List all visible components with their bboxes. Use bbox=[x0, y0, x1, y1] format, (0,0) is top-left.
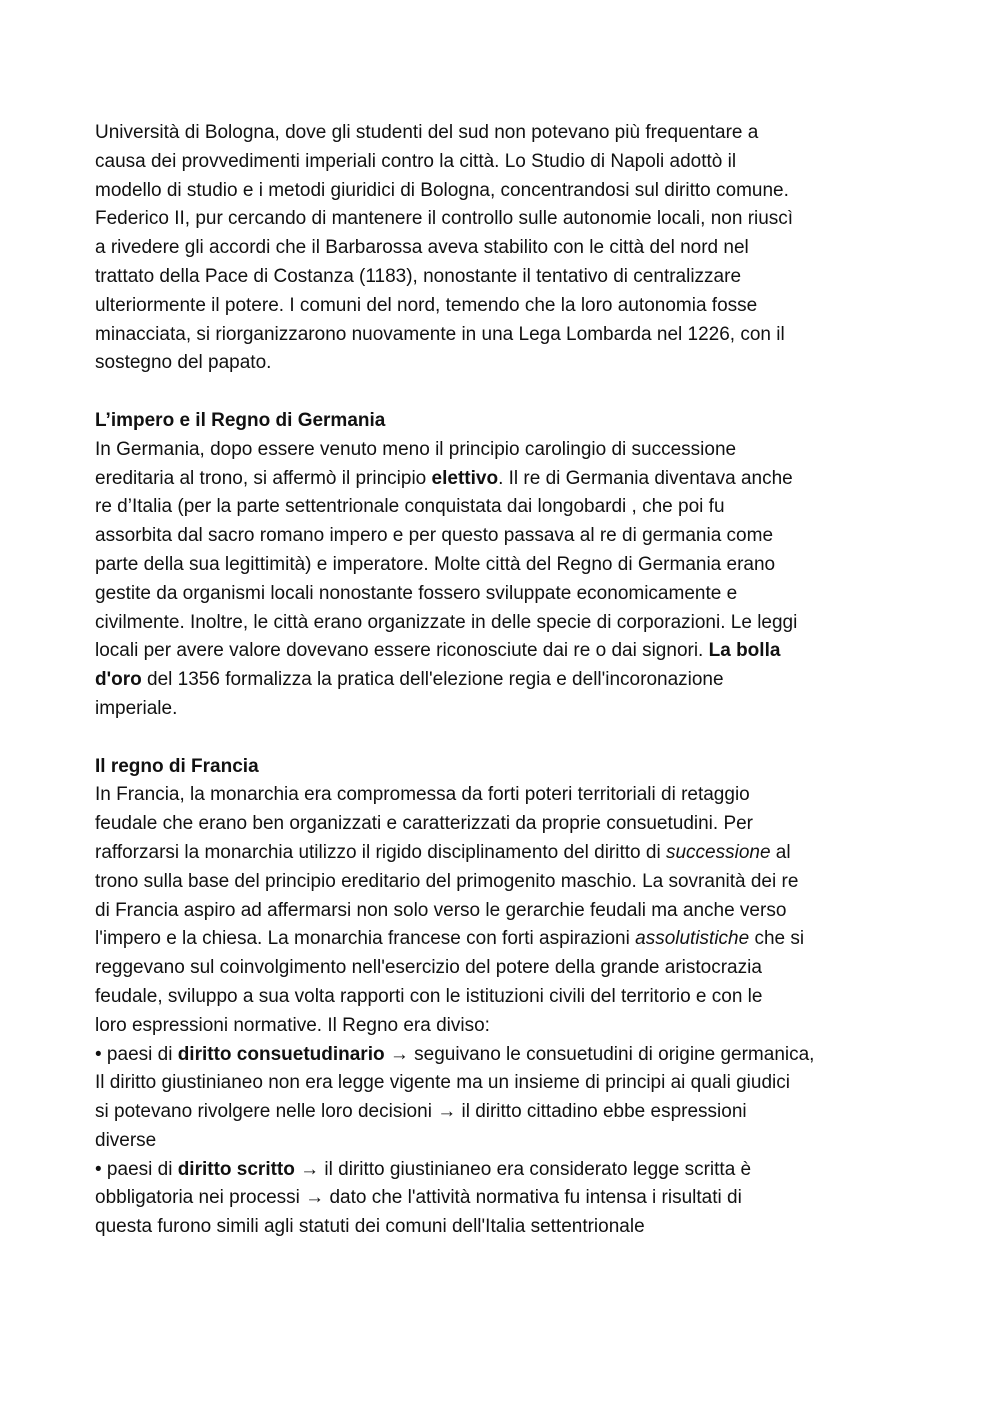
text-line: feudale che erano ben organizzati e caratterizzati da proprie consuetudini. Per bbox=[95, 813, 754, 835]
text-line: trattato della Pace di Costanza (1183), nonostante il tentativo di centralizzare bbox=[95, 265, 742, 287]
paragraph-bologna bbox=[95, 119, 925, 378]
text-line: questa furono simili agli statuti dei comuni dell'Italia settentrionale bbox=[95, 1216, 645, 1238]
text-line: loro espressioni normative. Il Regno era diviso: bbox=[95, 1014, 490, 1036]
document-page bbox=[95, 119, 925, 1242]
text-line: assorbita dal sacro romano impero e per questo passava al re di germania come bbox=[95, 525, 774, 547]
text-line bbox=[95, 925, 925, 954]
text-line: parte della sua legittimità) e imperatore. Molte città del Regno di Germania erano bbox=[95, 553, 776, 575]
text-line bbox=[95, 666, 925, 695]
text-line: Università di Bologna, dove gli studenti del sud non potevano più frequentare a bbox=[95, 122, 759, 143]
text-line: diverse bbox=[95, 1129, 157, 1151]
text-run: . Il re di Germania diventava anche bbox=[498, 467, 793, 489]
italic-term-assolutistiche: assolutistiche bbox=[635, 928, 750, 950]
text-line: gestite da organismi locali nonostante fossero sviluppate economicamente e bbox=[95, 582, 738, 604]
italic-term-successione: successione bbox=[665, 841, 771, 863]
text-line: In Germania, dopo essere venuto meno il principio carolingio di successione bbox=[95, 438, 737, 460]
text-line: modello di studio e i metodi giuridici di Bologna, concentrandosi sul diritto comune. bbox=[95, 179, 789, 201]
bullet-item-scritto bbox=[95, 1156, 925, 1242]
text-line: causa dei provvedimenti imperiali contro la città. Lo Studio di Napoli adottò il bbox=[95, 150, 737, 172]
text-run: al bbox=[770, 841, 791, 863]
bold-term-bolla: La bolla bbox=[708, 640, 781, 662]
bullet-prefix: • paesi di bbox=[95, 1158, 178, 1180]
text-line: trono sulla base del principio ereditario del primogenito maschio. La sovranità dei re bbox=[95, 870, 799, 892]
bold-term-consuetudinario: diritto consuetudinario bbox=[177, 1043, 385, 1065]
text-line: di Francia aspiro ad affermarsi non solo verso le gerarchie feudali ma anche verso bbox=[95, 899, 787, 921]
bold-term-doro: d'oro bbox=[95, 669, 142, 691]
text-line: reggevano sul coinvolgimento nell'esercizio del potere della grande aristocrazia bbox=[95, 957, 762, 979]
text-line: re d’Italia (per la parte settentrionale conquistata dai longobardi , che poi fu bbox=[95, 496, 725, 518]
text-run: → seguivano le consuetudini di origine germanica, bbox=[384, 1043, 815, 1065]
text-line: ulteriormente il potere. I comuni del nord, temendo che la loro autonomia fosse bbox=[95, 294, 758, 316]
bullet-prefix: • paesi di bbox=[95, 1043, 178, 1065]
text-line: a rivedere gli accordi che il Barbarossa aveva stabilito con le città del nord nel bbox=[95, 237, 749, 259]
text-line bbox=[95, 637, 925, 666]
text-run: ereditaria al trono, si affermò il principio bbox=[95, 467, 432, 489]
section-heading-germania: L’impero e il Regno di Germania bbox=[95, 409, 386, 431]
section-francia bbox=[95, 753, 925, 1243]
text-run: l'impero e la chiesa. La monarchia francese con forti aspirazioni bbox=[95, 928, 636, 950]
text-line: sostegno del papato. bbox=[95, 352, 272, 374]
text-run: locali per avere valore dovevano essere riconosciute dai re o dai signori. bbox=[95, 640, 709, 662]
text-line bbox=[95, 465, 925, 494]
text-line: feudale, sviluppo a sua volta rapporti con le istituzioni civili del territorio e con le bbox=[95, 985, 763, 1007]
text-line: civilmente. Inoltre, le città erano organizzate in delle specie di corporazioni. Le leggi bbox=[95, 611, 798, 633]
text-line: In Francia, la monarchia era compromessa da forti poteri territoriali di retaggio bbox=[95, 784, 750, 806]
text-run: che si bbox=[749, 928, 805, 950]
blank-line bbox=[95, 378, 925, 407]
text-run: del 1356 formalizza la pratica dell'elezione regia e dell'incoronazione bbox=[141, 669, 724, 691]
text-line: Il diritto giustinianeo non era legge vigente ma un insieme di principi ai quali giudici bbox=[95, 1072, 790, 1094]
section-germania bbox=[95, 407, 925, 724]
text-line: imperiale. bbox=[95, 697, 178, 719]
text-run: rafforzarsi la monarchia utilizzo il rigido disciplinamento del diritto di bbox=[95, 841, 666, 863]
text-line: minacciata, si riorganizzarono nuovamente in una Lega Lombarda nel 1226, con il bbox=[95, 323, 785, 345]
text-run: → il diritto giustinianeo era considerato legge scritta è bbox=[294, 1158, 752, 1180]
text-line: obbligatoria nei processi → dato che l'attività normativa fu intensa i risultati di bbox=[95, 1187, 742, 1209]
bullet-item-consuetudinario bbox=[95, 1041, 925, 1156]
blank-line bbox=[95, 724, 925, 753]
text-line bbox=[95, 1156, 925, 1185]
text-line: Federico II, pur cercando di mantenere il controllo sulle autonomie locali, non riuscì bbox=[95, 208, 794, 230]
text-line bbox=[95, 1041, 925, 1070]
bold-term-elettivo: elettivo bbox=[431, 467, 499, 489]
text-line: si potevano rivolgere nelle loro decisioni → il diritto cittadino ebbe espressioni bbox=[95, 1101, 747, 1123]
section-heading-francia: Il regno di Francia bbox=[95, 755, 259, 777]
bold-term-scritto: diritto scritto bbox=[177, 1158, 295, 1180]
text-line bbox=[95, 839, 925, 868]
